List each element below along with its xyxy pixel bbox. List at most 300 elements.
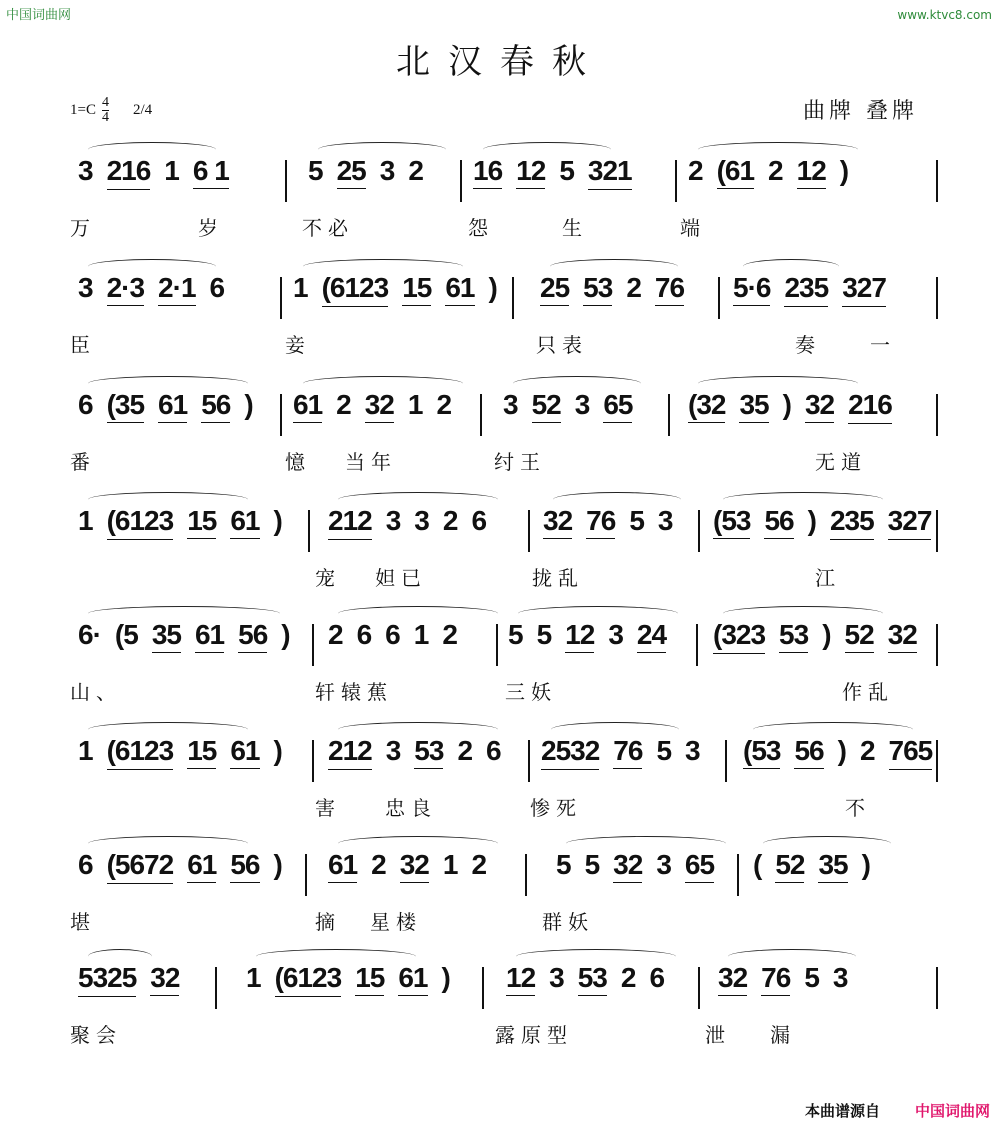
key-label: 1=C — [70, 102, 96, 118]
lyric-text: 惨死 — [530, 796, 582, 820]
lyrics-line — [70, 906, 940, 932]
beam-underline — [516, 186, 545, 189]
lyric-text: 妾 — [285, 333, 311, 357]
measure — [718, 963, 861, 1015]
key-signature — [70, 96, 152, 125]
note-group: 3 — [503, 389, 518, 420]
note-group: 2532 — [541, 736, 599, 770]
note-group: 24 — [637, 620, 666, 653]
note-group: (5 — [114, 619, 138, 650]
note-group: 56 — [201, 390, 230, 423]
note-group: 327 — [888, 506, 932, 540]
note-group: 2 — [442, 505, 458, 536]
bar-line — [528, 510, 530, 552]
note-group: 5 — [508, 619, 523, 650]
lyrics-line — [70, 792, 940, 818]
note-group: 53 — [583, 273, 612, 306]
note-group: 52 — [845, 620, 874, 653]
note-group: 76 — [761, 963, 790, 996]
lyric-text: 只表 — [536, 333, 588, 357]
lyric-text: 不 — [845, 796, 871, 820]
lyric-text: 拢乱 — [532, 566, 584, 590]
measure — [713, 506, 945, 558]
bar-line — [285, 160, 287, 202]
measure — [688, 156, 862, 208]
beam-underline — [830, 536, 874, 540]
slur-arc — [338, 722, 498, 737]
beam-underline — [685, 880, 714, 883]
lyric-text: 无道 — [815, 450, 867, 474]
tune-type: 曲牌 叠牌 — [803, 99, 918, 124]
notes-line — [70, 156, 940, 208]
note-group: 3 — [574, 389, 590, 420]
lyric-text: 番 — [70, 450, 96, 474]
note-group: ) — [281, 619, 290, 650]
measure — [328, 620, 471, 672]
note-group: ) — [273, 849, 282, 880]
slur-arc — [698, 142, 858, 157]
beam-underline — [414, 766, 443, 769]
beam-underline — [201, 420, 230, 423]
beam-underline — [842, 303, 886, 307]
note-group: ) — [488, 272, 497, 303]
lyric-text: 山、 — [70, 680, 122, 704]
beam-underline — [107, 766, 174, 770]
beam-underline — [713, 650, 765, 654]
lyric-text: 三妖 — [505, 680, 557, 704]
note-group: 216 — [107, 156, 151, 190]
note-group: 35 — [152, 620, 181, 653]
footer-source-label: 本曲谱源自 — [804, 1102, 880, 1120]
note-group: 2 — [626, 272, 641, 303]
bar-line — [308, 510, 310, 552]
score-row — [70, 822, 940, 934]
beam-underline — [107, 880, 174, 884]
note-group: 5 — [308, 155, 323, 186]
beam-underline — [328, 880, 357, 883]
note-group: 5 — [536, 619, 552, 650]
beam-underline — [775, 880, 804, 883]
beam-underline — [613, 766, 642, 769]
note-group: 6 — [385, 619, 400, 650]
note-group: 5 — [584, 849, 600, 880]
note-group: 6 — [649, 962, 665, 993]
note-group: 1 — [78, 735, 93, 766]
note-group: 6 — [78, 389, 93, 420]
note-group: 61 — [445, 273, 474, 306]
note-group: ) — [273, 735, 282, 766]
note-group: 3 — [549, 962, 564, 993]
note-group: (53 — [743, 736, 780, 769]
note-group: 327 — [842, 273, 886, 307]
note-group: 15 — [355, 963, 384, 996]
slur-arc — [513, 376, 641, 391]
note-group: 5·6 — [733, 273, 770, 306]
beam-underline — [603, 420, 632, 423]
beam-underline — [688, 420, 725, 423]
note-group: 6 — [209, 272, 225, 303]
beam-underline — [402, 303, 431, 306]
beam-underline — [717, 186, 754, 189]
beam-underline — [230, 536, 259, 539]
note-group: 3 — [657, 505, 673, 536]
beam-underline — [779, 650, 808, 653]
lyric-text: 端 — [680, 216, 706, 240]
note-group: 3 — [385, 505, 401, 536]
notes-line — [70, 736, 940, 788]
note-group: 2 — [768, 155, 783, 186]
beam-underline — [230, 766, 259, 769]
note-group: 65 — [685, 850, 714, 883]
beam-underline — [541, 766, 599, 770]
measure — [733, 273, 900, 325]
note-group: (323 — [713, 620, 765, 654]
measure — [246, 963, 464, 1015]
note-group: 32 — [888, 620, 917, 653]
slur-arc — [728, 949, 856, 964]
note-group: 1 — [407, 389, 423, 420]
note-group: 3 — [832, 962, 848, 993]
bar-line — [312, 624, 314, 666]
bar-line — [675, 160, 677, 202]
note-group: 3 — [608, 619, 623, 650]
slur-arc — [303, 376, 463, 391]
lyric-text: 害 — [315, 796, 341, 820]
beam-underline — [445, 303, 474, 306]
note-group: ) — [861, 849, 870, 880]
note-group: 2 — [620, 962, 636, 993]
note-group: 25 — [337, 156, 366, 189]
note-group: 3 — [78, 155, 93, 186]
note-group: 1 — [442, 849, 458, 880]
lyric-text: 露原型 — [495, 1023, 573, 1047]
measure — [328, 736, 515, 788]
beam-underline — [583, 303, 612, 306]
note-group: (6123 — [322, 273, 389, 307]
note-group: (53 — [713, 506, 750, 539]
beam-underline — [107, 536, 174, 540]
slur-arc — [338, 606, 498, 621]
lyric-text: 轩辕蕉 — [315, 680, 393, 704]
note-group: 56 — [764, 506, 793, 539]
lyric-text: 漏 — [770, 1023, 796, 1047]
measure — [506, 963, 678, 1015]
note-group: 53 — [779, 620, 808, 653]
note-group: 56 — [238, 620, 267, 653]
note-group: 76 — [613, 736, 642, 769]
beam-underline — [322, 303, 389, 307]
measure — [78, 736, 296, 788]
note-group: ) — [441, 962, 450, 993]
note-group: 32 — [400, 850, 429, 883]
measure — [556, 850, 728, 902]
measure — [293, 390, 465, 442]
note-group: 1 — [413, 619, 429, 650]
note-group: 3 — [656, 849, 671, 880]
bar-line — [480, 394, 482, 436]
bar-line — [936, 160, 938, 202]
note-group: 2 — [336, 389, 351, 420]
lyric-text: 堪 — [70, 910, 96, 934]
note-group: 32 — [150, 963, 179, 996]
beam-underline — [150, 993, 179, 996]
slur-arc — [763, 836, 891, 851]
beam-underline — [761, 993, 790, 996]
note-group: 12 — [797, 156, 826, 189]
slur-arc — [518, 606, 678, 621]
score-row — [70, 935, 940, 1047]
note-group: 212 — [328, 506, 372, 540]
beam-underline — [797, 186, 826, 189]
bar-line — [698, 510, 700, 552]
note-group: 3 — [685, 735, 700, 766]
note-group: 32 — [543, 506, 572, 539]
measure — [78, 390, 267, 442]
beam-underline — [733, 303, 770, 306]
beam-underline — [805, 420, 834, 423]
note-group: 2 — [442, 619, 457, 650]
note-group: 235 — [784, 273, 828, 307]
slur-arc — [303, 259, 463, 274]
note-group: 32 — [718, 963, 747, 996]
slur-arc — [88, 722, 248, 737]
measure — [78, 273, 238, 325]
note-group: 15 — [402, 273, 431, 306]
notes-line — [70, 273, 940, 325]
score-row — [70, 362, 940, 474]
beam-underline — [187, 536, 216, 539]
beam-underline — [355, 993, 384, 996]
score-row — [70, 592, 940, 704]
note-group: 2·1 — [158, 273, 195, 306]
lyric-text: 忠良 — [385, 796, 437, 820]
note-group: 2·3 — [107, 273, 144, 306]
note-group: 216 — [848, 390, 892, 424]
note-group: 12 — [516, 156, 545, 189]
beam-underline — [193, 186, 229, 189]
note-group: 1 — [246, 962, 261, 993]
measure — [473, 156, 646, 208]
beam-underline — [578, 993, 607, 996]
beam-underline — [889, 766, 933, 770]
bar-line — [698, 967, 700, 1009]
slur-arc — [553, 492, 681, 507]
beam-underline — [398, 993, 427, 996]
lyric-text: 当年 — [345, 450, 397, 474]
note-group: 5 — [656, 735, 672, 766]
note-group: 25 — [540, 273, 569, 306]
note-group: 76 — [655, 273, 684, 306]
note-group: 76 — [586, 506, 615, 539]
note-group: 212 — [328, 736, 372, 770]
note-group: (35 — [107, 390, 144, 423]
alt-time-signature: 2/4 — [132, 102, 153, 118]
note-group: 12 — [565, 620, 594, 653]
slur-arc — [723, 606, 883, 621]
beam-underline — [365, 420, 394, 423]
note-group: 2 — [371, 849, 386, 880]
bar-line — [460, 160, 462, 202]
note-group: 1 — [78, 505, 93, 536]
bar-line — [696, 624, 698, 666]
slur-arc — [483, 142, 611, 157]
note-group: 5 — [559, 155, 574, 186]
measure — [78, 620, 304, 672]
note-group: ) — [244, 389, 253, 420]
note-group: 5 — [556, 849, 571, 880]
notes-line — [70, 620, 940, 672]
measure — [78, 506, 296, 558]
note-group: 3 — [78, 272, 93, 303]
note-group: 6· — [78, 619, 101, 650]
beam-underline — [337, 186, 366, 189]
beam-underline — [540, 303, 569, 306]
beam-underline — [230, 880, 259, 883]
bar-line — [280, 394, 282, 436]
measure — [688, 390, 906, 442]
slur-arc — [723, 492, 883, 507]
measure — [713, 620, 931, 672]
bar-line — [528, 740, 530, 782]
note-group: 32 — [613, 850, 642, 883]
note-group: ) — [837, 735, 846, 766]
note-group: 56 — [230, 850, 259, 883]
beam-underline — [655, 303, 684, 306]
beam-underline — [743, 766, 780, 769]
note-group: 2 — [471, 849, 487, 880]
note-group: 15 — [187, 736, 216, 769]
score-row — [70, 478, 940, 590]
bar-line — [305, 854, 307, 896]
beam-underline — [238, 650, 267, 653]
beam-underline — [888, 536, 932, 540]
bar-line — [280, 277, 282, 319]
beam-underline — [187, 766, 216, 769]
measure — [503, 390, 646, 442]
note-group: 6 — [78, 849, 93, 880]
note-group: 35 — [818, 850, 847, 883]
slur-arc — [88, 606, 280, 621]
beam-underline — [888, 650, 917, 653]
bar-line — [936, 510, 938, 552]
measure — [328, 506, 500, 558]
bar-line — [936, 394, 938, 436]
note-group: 2 — [688, 155, 703, 186]
beam-underline — [784, 303, 828, 307]
note-group: 53 — [578, 963, 607, 996]
bar-line — [668, 394, 670, 436]
note-group: (6123 — [107, 506, 174, 540]
lyric-text: 星楼 — [370, 910, 422, 934]
note-group: 6 — [471, 505, 487, 536]
lyric-text: 不必 — [302, 216, 354, 240]
note-group: 61 — [195, 620, 224, 653]
measure — [78, 850, 296, 902]
measure — [508, 620, 680, 672]
measure — [540, 273, 698, 325]
note-group: ) — [273, 505, 282, 536]
beam-underline — [275, 993, 342, 997]
note-group: 2 — [859, 735, 875, 766]
note-group: 3 — [379, 155, 395, 186]
measure — [78, 156, 243, 208]
slur-arc — [516, 949, 676, 964]
lyric-text: 聚会 — [70, 1023, 122, 1047]
note-group: (32 — [688, 390, 725, 423]
note-group: 2 — [408, 155, 423, 186]
beam-underline — [107, 303, 144, 306]
slur-arc — [550, 259, 678, 274]
beam-underline — [195, 650, 224, 653]
beam-underline — [473, 186, 502, 189]
note-group: 32 — [365, 390, 394, 423]
note-group: 3 — [385, 735, 401, 766]
lyrics-line — [70, 446, 940, 472]
slur-arc — [256, 949, 416, 964]
note-group: (6123 — [275, 963, 342, 997]
beam-underline — [78, 993, 136, 997]
beam-underline — [543, 536, 572, 539]
beam-underline — [613, 880, 642, 883]
note-group: ) — [782, 389, 791, 420]
note-group: 52 — [532, 390, 561, 423]
lyric-text: 生 — [562, 216, 588, 240]
beam-underline — [293, 420, 322, 423]
lyrics-line — [70, 329, 940, 355]
watermark-left: 中国词曲网 — [6, 8, 72, 23]
note-group: 12 — [506, 963, 535, 996]
beam-underline — [158, 420, 187, 423]
note-group: 61 — [187, 850, 216, 883]
lyric-text: 纣王 — [494, 450, 546, 474]
lyric-text: 一 — [870, 333, 896, 357]
beam-underline — [586, 536, 615, 539]
note-group: 5 — [804, 962, 819, 993]
note-group: 53 — [414, 736, 443, 769]
note-group: 6 — [486, 735, 501, 766]
time-signature: $\frac{4}{4}$ — [101, 95, 109, 125]
measure — [753, 850, 884, 902]
beam-underline — [764, 536, 793, 539]
beam-underline — [187, 880, 216, 883]
measure — [541, 736, 714, 788]
note-group: (5672 — [107, 850, 174, 884]
note-group: (61 — [717, 156, 754, 189]
note-group: 765 — [889, 736, 933, 770]
slur-arc — [88, 259, 216, 274]
measure — [743, 736, 946, 788]
note-group: 6 1 — [193, 156, 229, 189]
note-group: 321 — [588, 156, 632, 190]
measure — [543, 506, 686, 558]
lyric-text: 江 — [815, 566, 841, 590]
note-group: 235 — [830, 506, 874, 540]
bar-line — [512, 277, 514, 319]
notes-line — [70, 963, 940, 1015]
lyric-text: 群妖 — [542, 910, 594, 934]
note-group: 5325 — [78, 963, 136, 997]
note-group: 61 — [158, 390, 187, 423]
notes-line — [70, 850, 940, 902]
score-row — [70, 245, 940, 357]
bar-line — [215, 967, 217, 1009]
bar-line — [482, 967, 484, 1009]
watermark-right: www.ktvc8.com — [897, 8, 992, 22]
bar-line — [936, 277, 938, 319]
measure — [308, 156, 437, 208]
beam-underline — [532, 420, 561, 423]
bar-line — [718, 277, 720, 319]
